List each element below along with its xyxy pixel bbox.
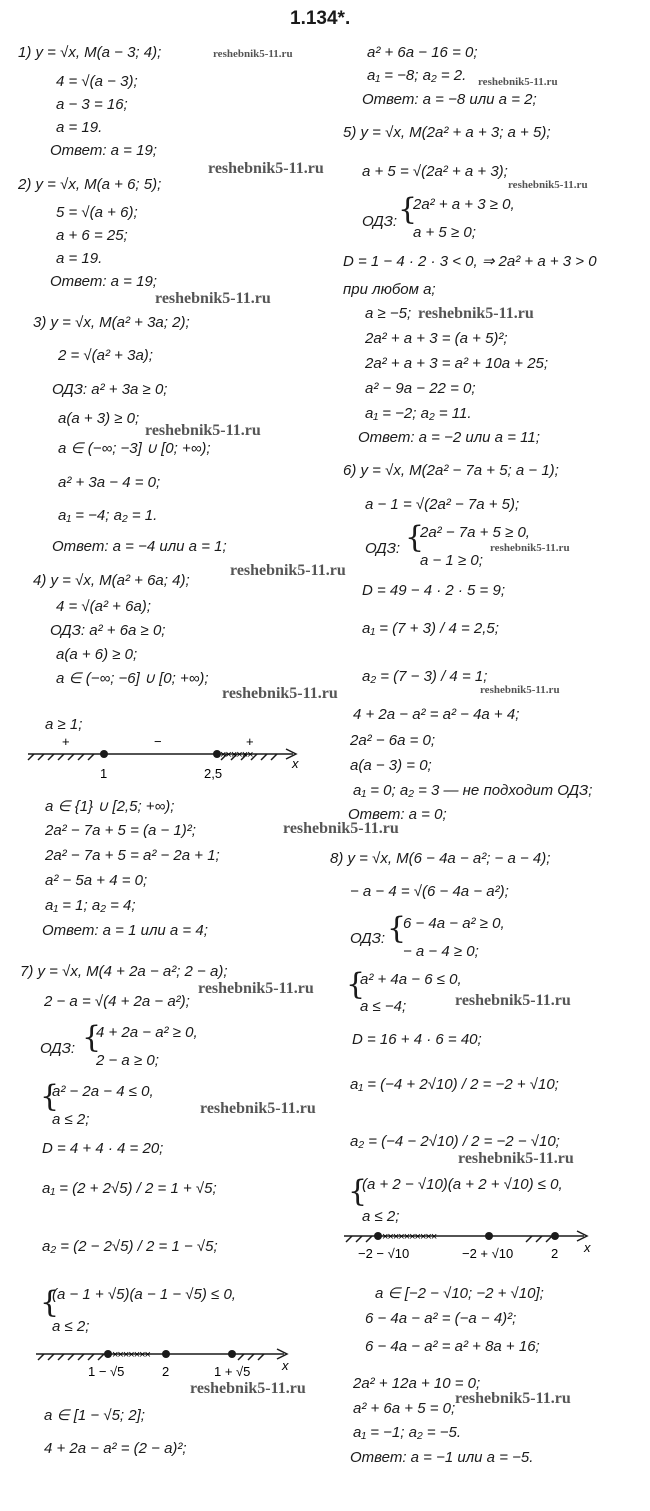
right-line-25: 4 + 2a − a² = a² − 4a + 4; [353, 706, 520, 723]
left-line-11: 3) y = √x, M(a² + 3a; 2); [33, 314, 190, 331]
right-line-32: ОДЗ: [350, 930, 386, 947]
watermark-10: reshebnik5-11.ru [480, 684, 560, 696]
left-line-38: D = 4 + 4 · 4 = 20; [42, 1140, 164, 1157]
watermark-6: reshebnik5-11.ru [418, 305, 534, 322]
right-line-12: 2a² + a + 3 = (a + 5)²; [365, 330, 508, 347]
right-line-8: a + 5 ≥ 0; [413, 224, 476, 241]
left-line-15: a ∈ (−∞; −3] ∪ [0; +∞); [58, 440, 211, 457]
brace-3: { [387, 911, 407, 946]
left-line-7: 5 = √(a + 6); [56, 204, 138, 221]
left-line-12: 2 = √(a² + 3a); [58, 347, 153, 364]
watermark-5: reshebnik5-11.ru [155, 290, 271, 307]
right-line-5: a + 5 = √(2a² + a + 3); [362, 163, 508, 180]
right-line-33: 6 − 4a − a² ≥ 0, [403, 915, 505, 932]
svg-text:××××××: ×××××× [220, 749, 253, 761]
left-line-13: ОДЗ: a² + 3a ≥ 0; [52, 381, 168, 398]
right-line-48: Ответ: a = −1 или a = −5. [350, 1449, 534, 1466]
nl1-label-1: 1 [100, 766, 108, 781]
left-line-8: a + 6 = 25; [56, 227, 128, 244]
left-line-26: 2a² − 7a + 5 = (a − 1)²; [45, 822, 196, 839]
left-line-25: a ∈ {1} ∪ [2,5; +∞); [45, 798, 175, 815]
left-line-41: (a − 1 + √5)(a − 1 − √5) ≤ 0, [52, 1286, 236, 1303]
svg-text:−2 + √10: −2 + √10 [462, 1246, 514, 1261]
left-line-44: 4 + 2a − a² = (2 − a)²; [44, 1440, 187, 1457]
left-line-36: a² − 2a − 4 ≤ 0, [52, 1083, 154, 1100]
watermark-7: reshebnik5-11.ru [145, 422, 261, 439]
left-line-1: 1) y = √x, M(a − 3; 4); [18, 44, 162, 61]
brace-7: { [348, 1174, 368, 1209]
left-line-34: 4 + 2a − a² ≥ 0, [96, 1024, 198, 1041]
left-line-33: ОДЗ: [40, 1040, 76, 1057]
number-line-7 [36, 1340, 306, 1386]
right-line-30: 8) y = √x, M(6 − 4a − a²; − a − 4); [330, 850, 551, 867]
brace-1: { [398, 192, 418, 227]
left-line-21: ОДЗ: a² + 6a ≥ 0; [50, 622, 166, 639]
left-line-16: a² + 3a − 4 = 0; [58, 474, 161, 491]
left-line-18: Ответ: a = −4 или a = 1; [52, 538, 227, 555]
svg-text:××××××××××: ×××××××××× [382, 1231, 437, 1243]
right-line-44: 6 − 4a − a² = a² + 8a + 16; [365, 1338, 540, 1355]
svg-text:x: x [282, 1358, 289, 1373]
right-line-29: Ответ: a = 0; [348, 806, 447, 823]
left-line-39: a₁ = (2 + 2√5) / 2 = 1 + √5; [42, 1180, 217, 1197]
right-line-43: 6 − 4a − a² = (−a − 4)²; [365, 1310, 517, 1327]
left-line-27: 2a² − 7a + 5 = a² − 2a + 1; [45, 847, 220, 864]
watermark-18: reshebnik5-11.ru [455, 1390, 571, 1407]
problem-title: 1.134*. [290, 8, 351, 29]
watermark-4: reshebnik5-11.ru [508, 179, 588, 191]
left-line-31: 7) y = √x, M(4 + 2a − a²; 2 − a); [20, 963, 228, 980]
right-line-47: a₁ = −1; a₂ = −5. [353, 1424, 462, 1441]
left-line-24: a ≥ 1; [45, 716, 83, 733]
watermark-12: reshebnik5-11.ru [283, 820, 399, 837]
right-line-14: a² − 9a − 22 = 0; [365, 380, 476, 397]
left-line-9: a = 19. [56, 250, 103, 267]
svg-text:x: x [584, 1240, 591, 1255]
left-line-10: Ответ: a = 19; [50, 273, 157, 290]
left-line-4: a = 19. [56, 119, 103, 136]
point-1 [100, 750, 108, 758]
left-line-22: a(a + 6) ≥ 0; [56, 646, 138, 663]
right-line-27: a(a − 3) = 0; [350, 757, 432, 774]
right-line-35: a² + 4a − 6 ≤ 0, [360, 971, 462, 988]
right-line-20: 2a² − 7a + 5 ≥ 0, [420, 524, 530, 541]
left-line-19: 4) y = √x, M(a² + 6a; 4); [33, 572, 190, 589]
right-line-46: a² + 6a + 5 = 0; [353, 1400, 456, 1417]
svg-text:×××××××: ××××××× [112, 1349, 150, 1361]
watermark-11: reshebnik5-11.ru [222, 685, 338, 702]
left-line-6: 2) y = √x, M(a + 6; 5); [18, 176, 162, 193]
svg-text:2: 2 [162, 1364, 170, 1379]
right-line-1: a² + 6a − 16 = 0; [367, 44, 478, 61]
svg-text:−2 − √10: −2 − √10 [358, 1246, 410, 1261]
right-line-38: a₁ = (−4 + 2√10) / 2 = −2 + √10; [350, 1076, 559, 1093]
brace-4: { [346, 967, 366, 1002]
left-line-23: a ∈ (−∞; −6] ∪ [0; +∞); [56, 670, 209, 687]
watermark-1: reshebnik5-11.ru [213, 48, 293, 60]
right-line-41: a ≤ 2; [362, 1208, 400, 1225]
brace-5: { [82, 1020, 102, 1055]
watermark-17: reshebnik5-11.ru [190, 1380, 306, 1397]
watermark-2: reshebnik5-11.ru [478, 76, 558, 88]
watermark-8: reshebnik5-11.ru [490, 542, 570, 554]
watermark-16: reshebnik5-11.ru [458, 1150, 574, 1167]
left-line-40: a₂ = (2 − 2√5) / 2 = 1 − √5; [42, 1238, 218, 1255]
nl1-sign-2: − [154, 734, 162, 749]
left-line-28: a² − 5a + 4 = 0; [45, 872, 148, 889]
left-line-14: a(a + 3) ≥ 0; [58, 410, 140, 427]
right-line-42: a ∈ [−2 − √10; −2 + √10]; [375, 1285, 544, 1302]
left-line-17: a₁ = −4; a₂ = 1. [58, 507, 158, 524]
left-line-29: a₁ = 1; a₂ = 4; [45, 897, 136, 914]
right-line-18: a − 1 = √(2a² − 7a + 5); [365, 496, 520, 513]
right-line-39: a₂ = (−4 − 2√10) / 2 = −2 − √10; [350, 1133, 560, 1150]
right-line-13: 2a² + a + 3 = a² + 10a + 25; [365, 355, 549, 372]
right-line-23: a₁ = (7 + 3) / 4 = 2,5; [362, 620, 499, 637]
number-line-8 [344, 1222, 614, 1268]
number-line-4 [28, 734, 328, 784]
brace-8: { [40, 1285, 60, 1320]
brace-2: { [405, 520, 425, 555]
right-line-7: 2a² + a + 3 ≥ 0, [413, 196, 515, 213]
right-line-40: (a + 2 − √10)(a + 2 + √10) ≤ 0, [362, 1176, 563, 1193]
left-line-3: a − 3 = 16; [56, 96, 128, 113]
nl1-sign-1: + [62, 734, 70, 749]
watermark-13: reshebnik5-11.ru [198, 980, 314, 997]
left-line-20: 4 = √(a² + 6a); [56, 598, 151, 615]
right-line-4: 5) y = √x, M(2a² + a + 3; a + 5); [343, 124, 551, 141]
right-line-21: a − 1 ≥ 0; [420, 552, 483, 569]
left-line-32: 2 − a = √(4 + 2a − a²); [44, 993, 190, 1010]
right-line-6: ОДЗ: [362, 213, 398, 230]
left-line-30: Ответ: a = 1 или a = 4; [42, 922, 208, 939]
right-line-45: 2a² + 12a + 10 = 0; [353, 1375, 481, 1392]
right-line-2: a₁ = −8; a₂ = 2. [367, 67, 467, 84]
brace-6: { [40, 1079, 60, 1114]
svg-text:1 − √5: 1 − √5 [88, 1364, 125, 1379]
right-line-17: 6) y = √x, M(2a² − 7a + 5; a − 1); [343, 462, 559, 479]
nl1-label-2: 2,5 [204, 766, 223, 781]
watermark-14: reshebnik5-11.ru [455, 992, 571, 1009]
left-line-2: 4 = √(a − 3); [56, 73, 138, 90]
watermark-15: reshebnik5-11.ru [200, 1100, 316, 1117]
right-line-15: a₁ = −2; a₂ = 11. [365, 405, 472, 422]
right-line-10: при любом a; [343, 281, 436, 298]
left-line-42: a ≤ 2; [52, 1318, 90, 1335]
right-line-36: a ≤ −4; [360, 998, 407, 1015]
watermark-3: reshebnik5-11.ru [208, 160, 324, 177]
right-line-22: D = 49 − 4 · 2 · 5 = 9; [362, 582, 505, 599]
right-line-34: − a − 4 ≥ 0; [403, 943, 479, 960]
right-line-11: a ≥ −5; [365, 305, 412, 322]
watermark-9: reshebnik5-11.ru [230, 562, 346, 579]
left-line-37: a ≤ 2; [52, 1111, 90, 1128]
right-line-16: Ответ: a = −2 или a = 11; [358, 429, 540, 446]
right-line-28: a₁ = 0; a₂ = 3 — не подходит ОДЗ; [353, 782, 593, 799]
right-line-9: D = 1 − 4 · 2 · 3 < 0, ⇒ 2a² + a + 3 > 0 [343, 253, 597, 270]
right-line-31: − a − 4 = √(6 − 4a − a²); [350, 883, 509, 900]
right-line-26: 2a² − 6a = 0; [350, 732, 436, 749]
nl1-label-x: x [292, 756, 299, 771]
svg-text:2: 2 [551, 1246, 559, 1261]
svg-text:1 + √5: 1 + √5 [214, 1364, 251, 1379]
right-line-3: Ответ: a = −8 или a = 2; [362, 91, 537, 108]
right-line-37: D = 16 + 4 · 6 = 40; [352, 1031, 482, 1048]
left-line-43: a ∈ [1 − √5; 2]; [44, 1407, 145, 1424]
right-line-19: ОДЗ: [365, 540, 401, 557]
left-line-35: 2 − a ≥ 0; [96, 1052, 159, 1069]
nl1-sign-3: + [246, 734, 254, 749]
left-line-5: Ответ: a = 19; [50, 142, 157, 159]
right-line-24: a₂ = (7 − 3) / 4 = 1; [362, 668, 488, 685]
